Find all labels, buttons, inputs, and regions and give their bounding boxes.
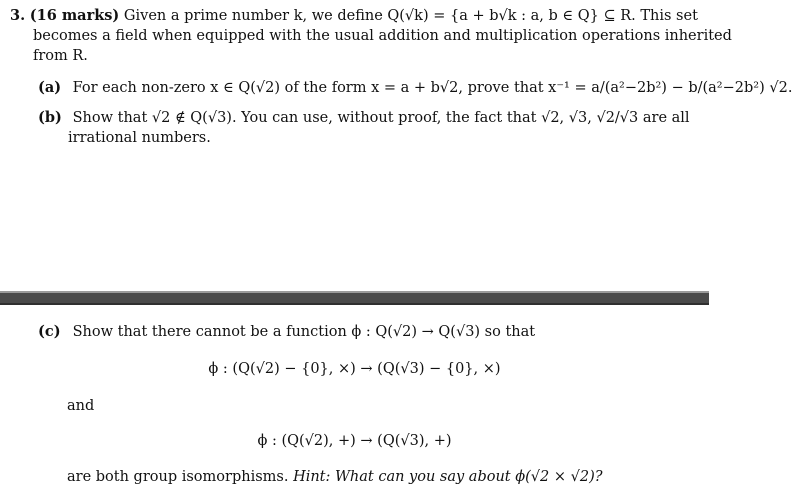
part-b-line-2	[68, 128, 211, 148]
multiplicative-map: ϕ : (Q(√2) − {0}, ×) → (Q(√3) − {0}, ×)	[208, 361, 501, 377]
hint-text: Hint: What can you say about ϕ(√2 × √2)?	[293, 469, 603, 485]
part-b-text-2: irrational numbers.	[68, 130, 211, 146]
section-divider	[0, 291, 709, 305]
final-statement	[67, 467, 603, 487]
question-text-1: Given a prime number k, we define Q(√k) = {a + b√k : a, b ∈ Q} ⊆ R. This set	[123, 8, 698, 24]
question-intro	[10, 6, 732, 66]
part-a	[38, 78, 792, 98]
part-c	[38, 322, 535, 342]
question-marks: (16 marks)	[29, 7, 120, 24]
question-line-1	[10, 6, 700, 26]
additive-map: ϕ : (Q(√2), +) → (Q(√3), +)	[257, 433, 452, 449]
part-a-label: (a)	[38, 79, 62, 96]
question-line-3: from R.	[33, 48, 88, 64]
part-b-text-1: Show that √2 ∉ Q(√3). You can use, without proof, the fact that √2, √3, √2/√3 are all	[72, 110, 690, 126]
part-c-label: (c)	[38, 323, 61, 340]
and-connector: and	[67, 398, 95, 414]
question-line-2: becomes a field when equipped with the usual addition and multiplication operations inherited	[33, 28, 732, 44]
final-statement-prefix: are both group isomorphisms.	[67, 469, 289, 485]
part-b-label: (b)	[38, 109, 62, 126]
part-a-text: For each non-zero x ∈ Q(√2) of the form x = a + b√2, prove that x⁻¹ = a/(a²−2b²) − b/(a²−2b²) √2.	[72, 80, 792, 96]
part-c-text: Show that there cannot be a function ϕ : Q(√2) → Q(√3) so that	[72, 324, 536, 340]
part-b	[38, 108, 690, 128]
question-number: 3.	[10, 7, 26, 24]
